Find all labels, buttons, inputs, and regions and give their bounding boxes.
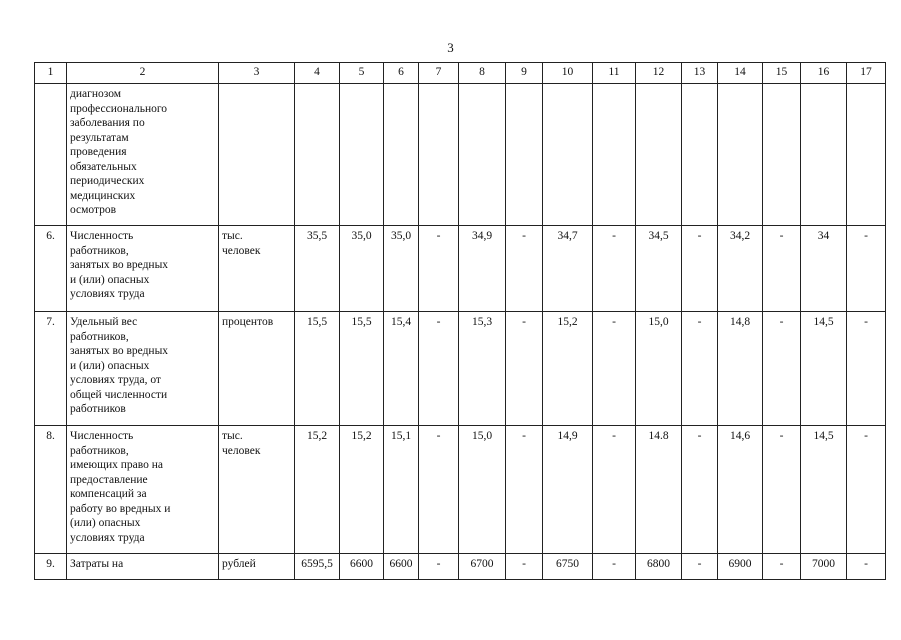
value-cell: -	[847, 426, 886, 554]
table-row	[35, 84, 886, 226]
value-cell: 34,5	[636, 226, 682, 312]
value-cell	[718, 84, 763, 226]
column-number-cell: 16	[801, 63, 847, 84]
column-number-cell: 2	[67, 63, 219, 84]
value-cell	[543, 84, 593, 226]
value-cell	[384, 84, 419, 226]
value-cell: -	[847, 554, 886, 580]
value-cell: -	[593, 426, 636, 554]
unit-of-measure	[219, 426, 295, 554]
indicator-name-line: условиях труда, от	[70, 374, 161, 386]
table-row	[35, 426, 886, 554]
value-cell: 14,5	[801, 312, 847, 426]
value-cell: -	[847, 226, 886, 312]
value-cell: 6700	[459, 554, 506, 580]
column-number-cell: 1	[35, 63, 67, 84]
value-cell	[419, 84, 459, 226]
indicator-name-line: Затраты на	[70, 558, 124, 570]
column-number-row	[35, 63, 886, 84]
value-cell: -	[506, 312, 543, 426]
value-cell: 15,2	[340, 426, 384, 554]
column-number-cell: 13	[682, 63, 718, 84]
value-cell: -	[847, 312, 886, 426]
value-cell: 35,5	[295, 226, 340, 312]
value-cell: 34	[801, 226, 847, 312]
value-cell: 15,1	[384, 426, 419, 554]
value-cell	[340, 84, 384, 226]
value-cell: 34,2	[718, 226, 763, 312]
value-cell: 6600	[384, 554, 419, 580]
column-number-cell: 11	[593, 63, 636, 84]
value-cell: 6750	[543, 554, 593, 580]
row-number: 6.	[35, 226, 67, 312]
column-number-cell: 3	[219, 63, 295, 84]
indicator-name	[67, 426, 219, 554]
value-cell: -	[419, 312, 459, 426]
column-number-cell: 12	[636, 63, 682, 84]
indicator-name-line: профессионального	[70, 102, 168, 115]
value-cell: 15,4	[384, 312, 419, 426]
unit-of-measure	[219, 312, 295, 426]
indicator-name-line: результатам	[70, 131, 129, 144]
indicator-name-line: Численность	[70, 430, 134, 442]
indicator-name-line: работников,	[70, 330, 129, 343]
value-cell: -	[593, 312, 636, 426]
value-cell	[763, 84, 801, 226]
unit-of-measure	[219, 84, 295, 226]
value-cell: 14,6	[718, 426, 763, 554]
indicator-name-line: медицинских	[70, 189, 136, 202]
indicator-name-line: общей численности	[70, 388, 168, 401]
value-cell	[636, 84, 682, 226]
value-cell: 15,0	[636, 312, 682, 426]
value-cell	[295, 84, 340, 226]
column-number-cell: 5	[340, 63, 384, 84]
value-cell: 6900	[718, 554, 763, 580]
value-cell: -	[682, 426, 718, 554]
value-cell: 6600	[340, 554, 384, 580]
value-cell: -	[763, 426, 801, 554]
row-number: 8.	[35, 426, 67, 554]
column-number-cell: 6	[384, 63, 419, 84]
value-cell: 15,2	[543, 312, 593, 426]
row-number: 7.	[35, 312, 67, 426]
value-cell: 35,0	[340, 226, 384, 312]
value-cell: -	[506, 554, 543, 580]
column-number-cell: 14	[718, 63, 763, 84]
unit-of-measure	[219, 226, 295, 312]
unit-line: рублей	[222, 558, 256, 570]
value-cell: -	[419, 426, 459, 554]
indicator-name-line: периодических	[70, 175, 145, 187]
table-row	[35, 312, 886, 426]
value-cell	[593, 84, 636, 226]
value-cell: 34,7	[543, 226, 593, 312]
value-cell: 14,8	[718, 312, 763, 426]
value-cell	[506, 84, 543, 226]
value-cell: 15,2	[295, 426, 340, 554]
indicator-name-line: (или) опасных	[70, 517, 141, 529]
value-cell: 14,9	[543, 426, 593, 554]
value-cell: 6800	[636, 554, 682, 580]
column-number-cell: 4	[295, 63, 340, 84]
value-cell: -	[763, 554, 801, 580]
unit-line: человек	[222, 444, 261, 457]
indicator-name-line: занятых во вредных	[70, 259, 169, 271]
value-cell: -	[682, 554, 718, 580]
value-cell: 15,5	[295, 312, 340, 426]
value-cell: -	[506, 426, 543, 554]
page-number: 3	[447, 40, 454, 55]
value-cell	[847, 84, 886, 226]
value-cell: -	[763, 226, 801, 312]
unit-line: процентов	[222, 316, 274, 328]
indicator-name-line: работников,	[70, 444, 129, 457]
value-cell: 14.8	[636, 426, 682, 554]
indicator-name-line: диагнозом	[70, 88, 122, 100]
table-row	[35, 226, 886, 312]
column-number-cell: 9	[506, 63, 543, 84]
column-number-cell: 15	[763, 63, 801, 84]
value-cell: 6595,5	[295, 554, 340, 580]
indicator-name-line: предоставление	[70, 473, 148, 486]
unit-line: человек	[222, 244, 261, 257]
value-cell: -	[682, 226, 718, 312]
value-cell: -	[419, 226, 459, 312]
value-cell: 15,3	[459, 312, 506, 426]
unit-line: тыс.	[222, 230, 243, 242]
value-cell: -	[763, 312, 801, 426]
indicator-name-line: проведения	[70, 146, 127, 158]
indicator-name-line: занятых во вредных	[70, 345, 169, 357]
indicator-name-line: Численность	[70, 230, 134, 242]
value-cell: 34,9	[459, 226, 506, 312]
indicator-name-line: заболевания по	[70, 117, 145, 129]
unit-line: тыс.	[222, 430, 243, 442]
value-cell: -	[506, 226, 543, 312]
value-cell: -	[682, 312, 718, 426]
indicator-name	[67, 84, 219, 226]
indicator-name-line: условиях труда	[70, 288, 145, 300]
column-number-cell: 7	[419, 63, 459, 84]
column-number-cell: 10	[543, 63, 593, 84]
indicators-table	[34, 62, 886, 580]
row-number	[35, 84, 67, 226]
value-cell: 14,5	[801, 426, 847, 554]
row-number: 9.	[35, 554, 67, 580]
indicator-name-line: и (или) опасных	[70, 273, 150, 286]
value-cell	[682, 84, 718, 226]
table-row	[35, 554, 886, 580]
column-number-cell: 8	[459, 63, 506, 84]
unit-of-measure	[219, 554, 295, 580]
column-number-cell: 17	[847, 63, 886, 84]
indicator-name-line: имеющих право на	[70, 459, 164, 471]
indicator-name-line: работу во вредных и	[70, 502, 171, 515]
value-cell: 15,5	[340, 312, 384, 426]
value-cell: -	[419, 554, 459, 580]
indicator-name	[67, 312, 219, 426]
value-cell: 35,0	[384, 226, 419, 312]
indicator-name-line: условиях труда	[70, 531, 145, 544]
value-cell: -	[593, 554, 636, 580]
indicator-name-line: Удельный вес	[70, 316, 138, 328]
indicator-name-line: осмотров	[70, 204, 117, 216]
indicator-name	[67, 226, 219, 312]
indicator-name-line: работников,	[70, 244, 129, 257]
indicator-name-line: компенсаций за	[70, 488, 147, 500]
indicator-name-line: работников	[70, 403, 126, 415]
value-cell: 15,0	[459, 426, 506, 554]
indicator-name-line: обязательных	[70, 160, 137, 173]
indicator-name-line: и (или) опасных	[70, 359, 150, 372]
value-cell	[459, 84, 506, 226]
value-cell	[801, 84, 847, 226]
value-cell: -	[593, 226, 636, 312]
value-cell: 7000	[801, 554, 847, 580]
indicator-name	[67, 554, 219, 580]
